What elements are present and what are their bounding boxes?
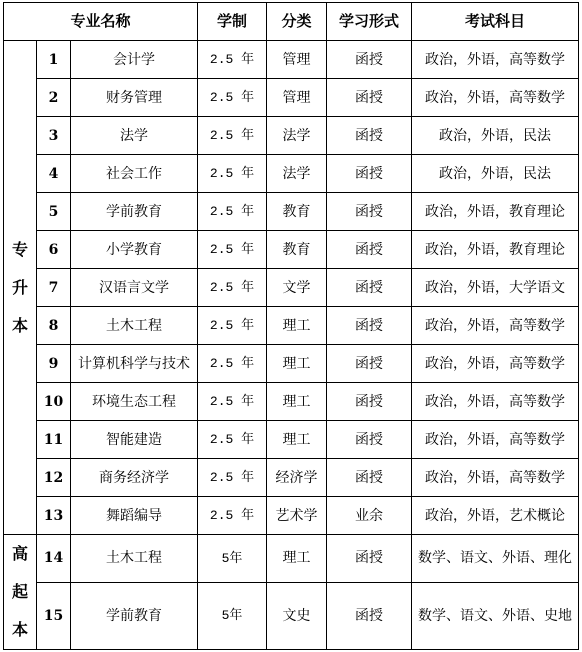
table-row — [4, 497, 579, 535]
study-mode-cell: 函授 — [327, 421, 412, 459]
header-duration: 学制 — [198, 3, 267, 41]
category-cell: 艺术学 — [267, 497, 327, 535]
duration-cell: 2.5 年 — [198, 345, 267, 383]
duration-cell: 2.5 年 — [198, 307, 267, 345]
major-name: 土木工程 — [71, 535, 198, 583]
major-name: 会计学 — [71, 41, 198, 79]
group-label-char: 升 — [11, 277, 28, 297]
exam-subjects-cell: 政治，外语，民法 — [412, 155, 579, 193]
exam-subjects-cell: 政治，外语，高等数学 — [412, 459, 579, 497]
study-mode-cell: 函授 — [327, 269, 412, 307]
category-cell: 理工 — [267, 383, 327, 421]
exam-subjects-cell: 政治，外语，高等数学 — [412, 41, 579, 79]
table-row — [4, 582, 579, 650]
exam-subjects-cell: 政治，外语，民法 — [412, 117, 579, 155]
exam-subjects-cell: 数学、语文、外语、史地 — [412, 582, 579, 650]
table-row — [4, 193, 579, 231]
study-mode-cell: 函授 — [327, 231, 412, 269]
duration-cell: 2.5 年 — [198, 383, 267, 421]
study-mode-cell: 业余 — [327, 497, 412, 535]
duration-cell: 2.5 年 — [198, 155, 267, 193]
study-mode-cell: 函授 — [327, 459, 412, 497]
table-row — [4, 41, 579, 79]
group-label-char: 本 — [11, 315, 28, 335]
exam-subjects-cell: 政治，外语，高等数学 — [412, 345, 579, 383]
study-mode-cell: 函授 — [327, 307, 412, 345]
row-number: 10 — [37, 383, 71, 421]
duration-cell: 2.5 年 — [198, 117, 267, 155]
study-mode-cell: 函授 — [327, 193, 412, 231]
category-cell: 管理 — [267, 79, 327, 117]
category-cell: 经济学 — [267, 459, 327, 497]
study-mode-cell: 函授 — [327, 582, 412, 650]
table-row — [4, 345, 579, 383]
table-row — [4, 79, 579, 117]
row-number: 4 — [37, 155, 71, 193]
study-mode-cell: 函授 — [327, 79, 412, 117]
category-cell: 教育 — [267, 193, 327, 231]
major-name: 财务管理 — [71, 79, 198, 117]
row-number: 9 — [37, 345, 71, 383]
exam-subjects-cell: 政治，外语，高等数学 — [412, 383, 579, 421]
duration-cell: 2.5 年 — [198, 497, 267, 535]
major-name: 土木工程 — [71, 307, 198, 345]
exam-subjects-cell: 政治，外语，高等数学 — [412, 307, 579, 345]
header-category: 分类 — [267, 3, 327, 41]
group-label-char: 专 — [11, 239, 28, 259]
header-major: 专业名称 — [4, 3, 198, 41]
table-body — [4, 41, 579, 650]
table-row — [4, 383, 579, 421]
row-number: 6 — [37, 231, 71, 269]
duration-cell: 5年 — [198, 535, 267, 583]
duration-cell: 2.5 年 — [198, 269, 267, 307]
category-cell: 法学 — [267, 117, 327, 155]
exam-subjects-cell: 政治，外语，艺术概论 — [412, 497, 579, 535]
table-row — [4, 231, 579, 269]
major-name: 法学 — [71, 117, 198, 155]
row-number: 1 — [37, 41, 71, 79]
header-study-mode: 学习形式 — [327, 3, 412, 41]
study-mode-cell: 函授 — [327, 155, 412, 193]
exam-subjects-cell: 政治，外语，教育理论 — [412, 193, 579, 231]
row-number: 3 — [37, 117, 71, 155]
major-name: 学前教育 — [71, 193, 198, 231]
study-mode-cell: 函授 — [327, 117, 412, 155]
study-mode-cell: 函授 — [327, 345, 412, 383]
row-number: 13 — [37, 497, 71, 535]
major-name: 舞蹈编导 — [71, 497, 198, 535]
duration-cell: 5年 — [198, 582, 267, 650]
table-row — [4, 421, 579, 459]
category-cell: 文学 — [267, 269, 327, 307]
row-number: 12 — [37, 459, 71, 497]
duration-cell: 2.5 年 — [198, 421, 267, 459]
category-cell: 理工 — [267, 307, 327, 345]
category-cell: 法学 — [267, 155, 327, 193]
exam-subjects-cell: 政治，外语，教育理论 — [412, 231, 579, 269]
category-cell: 教育 — [267, 231, 327, 269]
exam-subjects-cell: 政治，外语，大学语文 — [412, 269, 579, 307]
duration-cell: 2.5 年 — [198, 79, 267, 117]
row-number: 11 — [37, 421, 71, 459]
duration-cell: 2.5 年 — [198, 41, 267, 79]
table-row — [4, 155, 579, 193]
exam-subjects-cell: 政治，外语，高等数学 — [412, 79, 579, 117]
major-name: 商务经济学 — [71, 459, 198, 497]
duration-cell: 2.5 年 — [198, 231, 267, 269]
table-row — [4, 535, 579, 583]
majors-table — [3, 2, 579, 650]
study-mode-cell: 函授 — [327, 535, 412, 583]
major-name: 小学教育 — [71, 231, 198, 269]
category-cell: 理工 — [267, 345, 327, 383]
group-label-char: 高 — [11, 544, 28, 563]
major-name: 计算机科学与技术 — [71, 345, 198, 383]
duration-cell: 2.5 年 — [198, 459, 267, 497]
category-cell: 理工 — [267, 421, 327, 459]
row-number: 7 — [37, 269, 71, 307]
header-exam-subjects: 考试科目 — [412, 3, 579, 41]
group-label-char: 本 — [11, 620, 28, 639]
group-label-char: 起 — [11, 582, 28, 601]
row-number: 5 — [37, 193, 71, 231]
study-mode-cell: 函授 — [327, 41, 412, 79]
category-cell: 文史 — [267, 582, 327, 650]
table-row — [4, 117, 579, 155]
exam-subjects-cell: 政治，外语，高等数学 — [412, 421, 579, 459]
row-number: 15 — [37, 582, 71, 650]
category-cell: 理工 — [267, 535, 327, 583]
exam-subjects-cell: 数学、语文、外语、理化 — [412, 535, 579, 583]
major-name: 智能建造 — [71, 421, 198, 459]
row-number: 2 — [37, 79, 71, 117]
major-name: 社会工作 — [71, 155, 198, 193]
group-label — [4, 535, 37, 650]
row-number: 14 — [37, 535, 71, 583]
major-name: 汉语言文学 — [71, 269, 198, 307]
study-mode-cell: 函授 — [327, 383, 412, 421]
table-row — [4, 307, 579, 345]
table-row — [4, 269, 579, 307]
duration-cell: 2.5 年 — [198, 193, 267, 231]
header-row — [4, 3, 579, 41]
group-label — [4, 41, 37, 535]
row-number: 8 — [37, 307, 71, 345]
major-name: 环境生态工程 — [71, 383, 198, 421]
category-cell: 管理 — [267, 41, 327, 79]
table-row — [4, 459, 579, 497]
major-name: 学前教育 — [71, 582, 198, 650]
